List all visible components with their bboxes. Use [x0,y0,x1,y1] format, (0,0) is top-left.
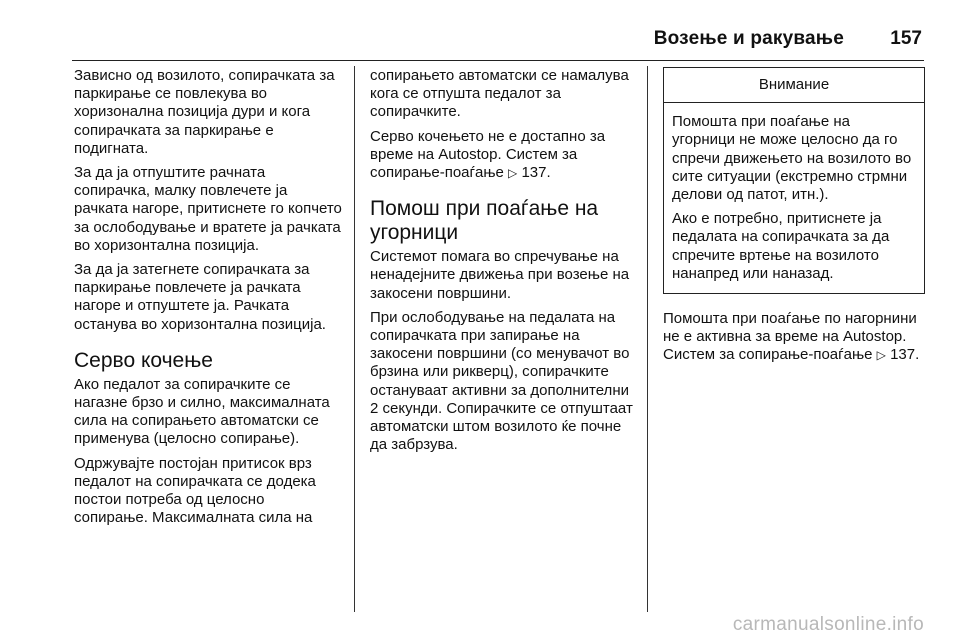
paragraph: Одржувајте постојан притисок врз педалот на сопирачката се додека постои потреба од целосно сопирање. Максималната сила на [74,454,316,527]
page-number: 157 [890,28,922,49]
page-reference-link[interactable]: 137. [521,164,551,182]
page-reference-link[interactable]: 137. [890,346,920,364]
column-divider-1 [354,66,355,612]
paragraph: сопирањето автоматски се намалува кога се отпушта педалот за сопирачките. [370,67,629,121]
warning-title: Внимание [664,68,924,103]
column-divider-2 [647,66,648,612]
reference-arrow-icon: ▷ [508,166,518,181]
section-heading-hill-start-assist: Помош при поаѓање на угорници [370,197,599,245]
paragraph: При ослободување на педалата на сопирачката при запирање на закосени површини (со менувачот во брзина или рикверц), сопирачките остануваат активни за дополнителни 2 секунди. Сопирачките се отпуштаат автоматски штом возилото ќе почне да забрзува. [370,308,633,454]
column-3 [663,67,925,371]
paragraph: За да ја затегнете сопирачката за паркирање повлечете ја рачката нагоре и отпуштете ја. Рачката останува во хоризонтална позиција. [74,261,326,333]
warning-paragraph: Ако е потребно, притиснете ја педалата на сопирачката за да спречите вртење на возилото нанапред или наназад. [672,210,890,282]
paragraph [663,310,925,365]
section-heading-servo-braking: Серво кочење [74,348,213,372]
paragraph-text: Серво кочењето не е достапно за време на Autostop. Систем за сопирање-поаѓање [370,127,606,182]
column-2 [370,67,636,460]
header-title: Возење и ракување [653,28,844,49]
warning-box [663,67,925,294]
reference-arrow-icon: ▷ [876,348,886,363]
paragraph: Системот помага во спречување на ненадејните движења при возење на закосени површини. [370,248,630,302]
paragraph: Ако педалот за сопирачките се нагазне брзо и силно, максималната сила на сопирањето автоматски се применува (целосно сопирање). [74,375,330,448]
watermark: carmanualsonline.info [732,614,924,635]
paragraph: За да ја отпуштите рачната сопирачка, малку повлечете ја рачката нагоре, притиснете го копчето за ослободување и вратете ја рачката во хоризонтална позиција. [74,164,342,254]
page-header [72,26,924,61]
paragraph: Зависно од возилото, сопирачката за паркирање се повлекува во хоризонална позиција дури и кога сопирачката за паркирање е подигната. [74,67,335,157]
paragraph [370,128,636,183]
column-1 [74,67,342,533]
paragraph-text: Помошта при поаѓање по нагорнини не е активна за време на Autostop. Систем за сопирање-поаѓање [663,310,917,364]
warning-body [664,103,924,293]
warning-paragraph: Помошта при поаѓање на угорници не може целосно да го спречи движењето на возилото во сите ситуации (екстремно стрмни делови од патот, итн.). [672,113,912,204]
